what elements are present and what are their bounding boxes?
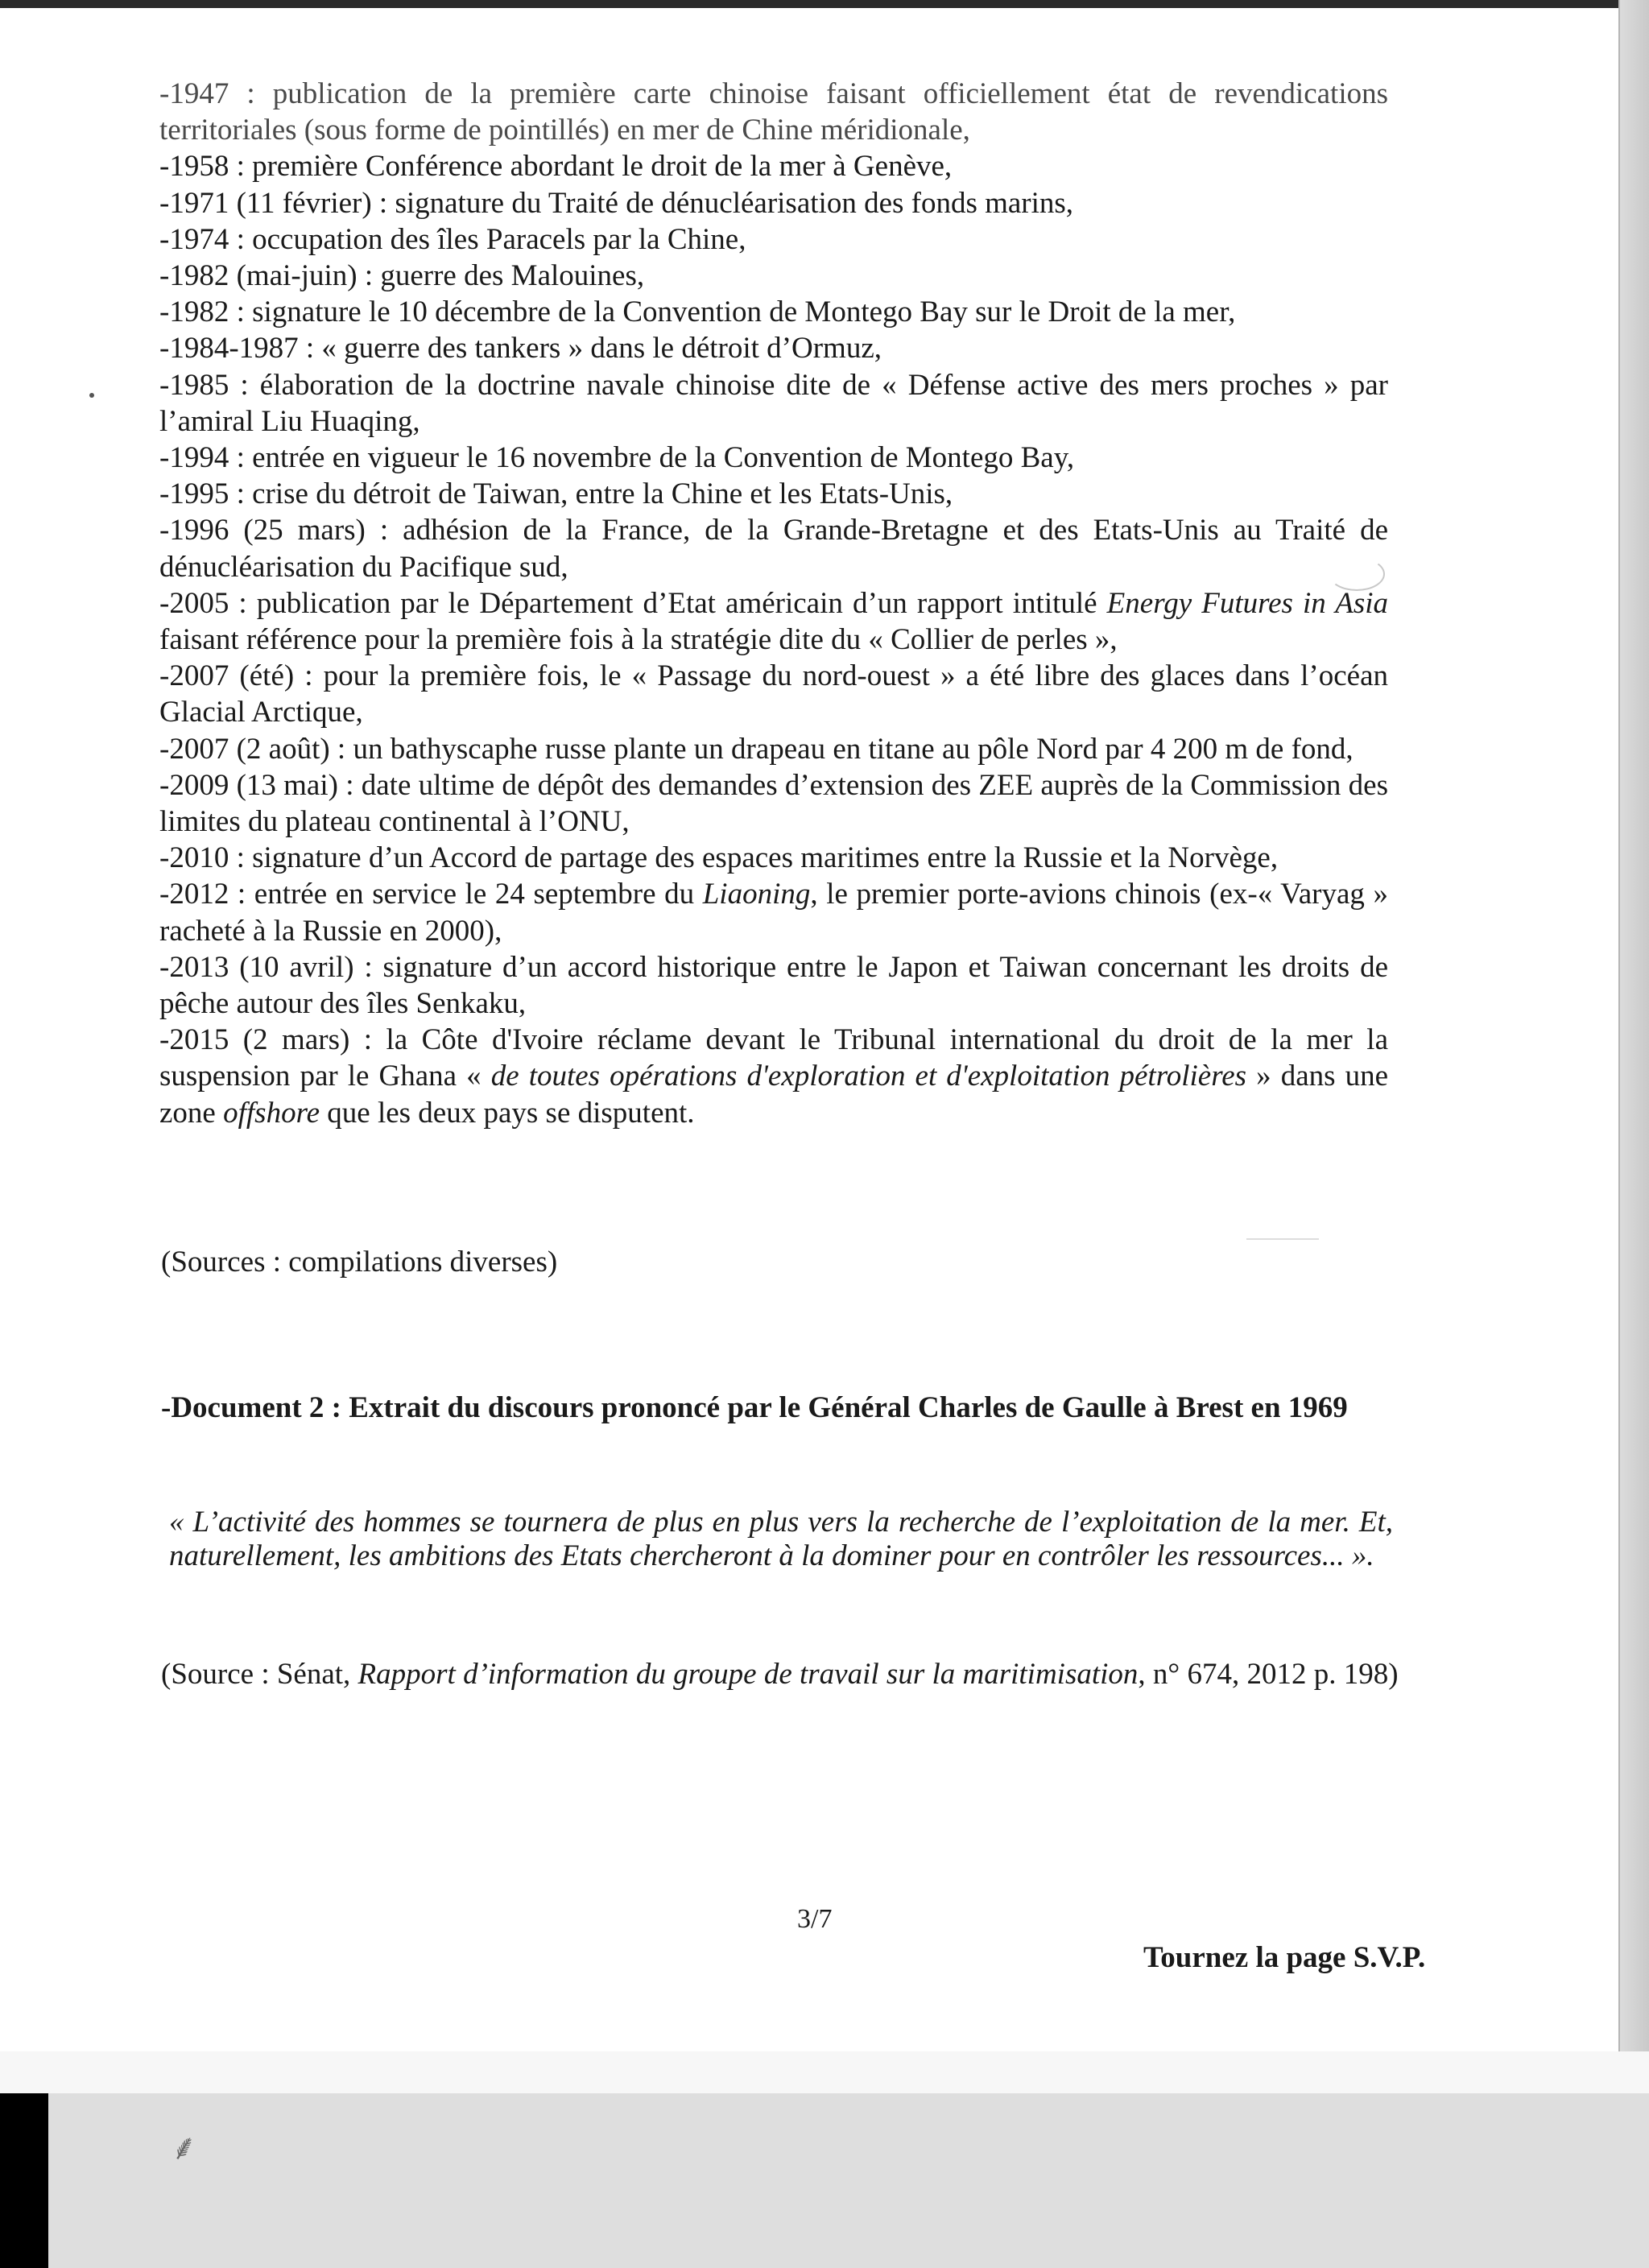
report-title: Energy Futures in Asia — [1106, 586, 1388, 620]
source-report-title: Rapport d’information du groupe de travail sur la maritimisation — [357, 1658, 1139, 1691]
chronology-item: -2010 : signature d’un Accord de partage des espaces maritimes entre la Russie et la Norvège, — [159, 841, 1279, 875]
chronology-list — [159, 76, 1388, 1131]
chronology-item — [159, 1022, 1388, 1131]
scan-smudge-mark: ⸙ — [171, 2128, 197, 2167]
chronology-item: -2007 (été) : pour la première fois, le « Passage du nord-ouest » a été libre des glaces dans l’océan Glacial Arctique, — [159, 659, 1388, 729]
chronology-text: faisant référence pour la première fois à la stratégie dite du « Collier de perles », — [159, 623, 1118, 657]
page-bottom-edge — [0, 2051, 1649, 2093]
chronology-text: que les deux pays se disputent. — [320, 1096, 695, 1130]
chronology-item: -2009 (13 mai) : date ultime de dépôt des demandes d’extension des ZEE auprès de la Commission des limites du plateau continental à l’ONU, — [159, 768, 1388, 839]
chronology-item: -1982 : signature le 10 décembre de la Convention de Montego Bay sur le Droit de la mer, — [159, 295, 1236, 329]
sources-line: (Sources : compilations diverses) — [161, 1246, 558, 1279]
source-text: , n° 674, 2012 p. 198) — [1138, 1658, 1399, 1691]
chronology-item: -1947 : publication de la première carte chinoise faisant officiellement état de revendications territoriales (sous forme de pointillés) en mer de Chine méridionale, — [159, 77, 1388, 147]
document-2-source — [161, 1656, 1473, 1692]
chronology-text: -2012 : entrée en service le 24 septembre du — [159, 878, 703, 911]
document-2-title: -Document 2 : Extrait du discours prononcé par le Général Charles de Gaulle à Brest en 1969 — [161, 1391, 1348, 1424]
quoted-claim: de toutes opérations d'exploration et d'exploitation pétrolières — [490, 1060, 1247, 1093]
scan-right-edge — [1620, 0, 1649, 2268]
chronology-item — [159, 876, 1388, 948]
chronology-item: -2013 (10 avril) : signature d’un accord historique entre le Japon et Taiwan concernant les droits de pêche autour des îles Senkaku, — [159, 950, 1388, 1021]
chronology-item: -1994 : entrée en vigueur le 16 novembre de la Convention de Montego Bay, — [159, 441, 1075, 475]
chronology-item: -1958 : première Conférence abordant le droit de la mer à Genève, — [159, 150, 953, 184]
chronology-item: -1996 (25 mars) : adhésion de la France, de la Grande-Bretagne et des Etats-Unis au Traité de dénucléarisation du Pacifique sud, — [159, 514, 1388, 584]
chronology-item — [159, 585, 1388, 658]
chronology-text: » dans une zone — [159, 1060, 1388, 1130]
underlying-sheet — [48, 2093, 1649, 2268]
chronology-item: -1971 (11 février) : signature du Traité de dénucléarisation des fonds marins, — [159, 186, 1074, 220]
chronology-item: -2007 (2 août) : un bathyscaphe russe plante un drapeau en titane au pôle Nord par 4 200 m de fond, — [159, 732, 1354, 766]
chronology-section — [159, 76, 1388, 1131]
chronology-text: -2005 : publication par le Département d’Etat américain d’un rapport intitulé — [159, 586, 1107, 620]
scan-right-edge-line — [1618, 0, 1620, 2268]
turn-page-note: Tournez la page S.V.P. — [1143, 1941, 1426, 1974]
chronology-item: -1985 : élaboration de la doctrine navale chinoise dite de « Défense active des mers proches » par l’amiral Liu Huaqing, — [159, 368, 1388, 438]
chronology-item: -1995 : crise du détroit de Taiwan, entre la Chine et les Etats-Unis, — [159, 477, 953, 511]
source-text: (Source : Sénat, — [161, 1658, 358, 1691]
chronology-item: -1974 : occupation des îles Paracels par la Chine, — [159, 222, 746, 256]
chronology-text: -2015 (2 mars) : la Côte d'Ivoire réclame devant le Tribunal international du droit de la mer la suspension par le Ghana « — [159, 1023, 1388, 1093]
ship-name: Liaoning — [702, 878, 811, 911]
page-number: 3/7 — [797, 1904, 833, 1934]
de-gaulle-quote: « L’activité des hommes se tournera de plus en plus vers la recherche de l’exploitation de la mer. Et, naturellement, les ambitions des Etats chercheront à la dominer pour en contrôler les ressources... ». — [169, 1506, 1393, 1572]
chronology-text: , le premier porte-avions chinois (ex-« Varyag » racheté à la Russie en 2000), — [159, 878, 1388, 948]
scan-dot — [89, 393, 94, 398]
scan-dash — [1246, 1238, 1319, 1240]
chronology-item: -1984-1987 : « guerre des tankers » dans le détroit d’Ormuz, — [159, 332, 882, 366]
chronology-item: -1982 (mai-juin) : guerre des Malouines, — [159, 259, 645, 293]
offshore-term: offshore — [223, 1096, 320, 1130]
scan-top-edge — [0, 0, 1649, 8]
